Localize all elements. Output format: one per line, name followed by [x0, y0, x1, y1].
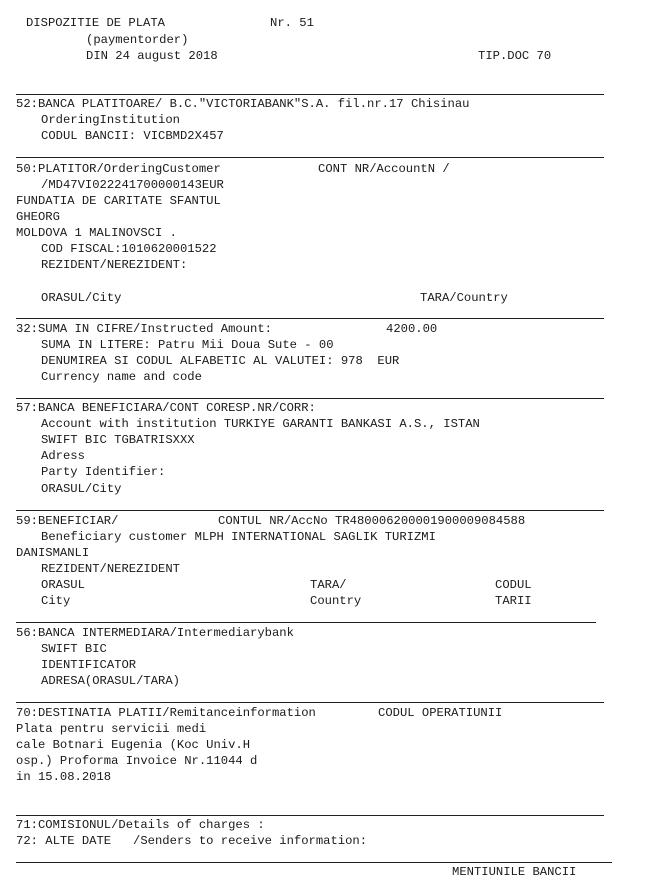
remittance-line-1: Plata pentru servicii medi	[16, 722, 207, 736]
charges-details: 71:COMISIONUL/Details of charges :	[16, 818, 265, 832]
ordering-institution-label: OrderingInstitution	[41, 113, 180, 127]
beneficiary-swift: SWIFT BIC TGBATRISXXX	[41, 433, 195, 447]
document-number: Nr. 51	[270, 16, 314, 30]
beneficiary-label: 59:BENEFICIAR/	[16, 514, 119, 528]
payer-account-label: CONT NR/AccountN /	[318, 162, 450, 176]
payer-city: ORASUL/City	[41, 291, 122, 305]
divider	[16, 702, 604, 703]
amount-in-words: SUMA IN LITERE: Patru Mii Doua Sute - 00	[41, 338, 334, 352]
payer-address: MOLDOVA 1 MALINOVSCI .	[16, 226, 177, 240]
divider	[16, 318, 604, 319]
payer-name-2: GHEORG	[16, 210, 60, 224]
remittance-line-3: osp.) Proforma Invoice Nr.11044 d	[16, 754, 258, 768]
currency-line: DENUMIREA SI CODUL ALFABETIC AL VALUTEI: 978 EUR	[41, 354, 400, 368]
intermediary-address: ADRESA(ORASUL/TARA)	[41, 674, 180, 688]
amount-label: 32:SUMA IN CIFRE/Instructed Amount:	[16, 322, 272, 336]
bank-notes-label: MENTIUNILE BANCII	[452, 865, 577, 879]
party-identifier: Party Identifier:	[41, 465, 166, 479]
payer-account: /MD47VI022241700000143EUR	[41, 178, 224, 192]
beneficiary-country-en: Country	[310, 594, 362, 608]
divider	[16, 510, 604, 511]
beneficiary-country-code-ro: CODUL	[495, 578, 532, 592]
operation-code-label: CODUL OPERATIUNII	[378, 706, 503, 720]
payer-label: 50:PLATITOR/OrderingCustomer	[16, 162, 221, 176]
beneficiary-city-ro: ORASUL	[41, 578, 85, 592]
intermediary-identifier: IDENTIFICATOR	[41, 658, 137, 672]
beneficiary-bank-city: ORASUL/City	[41, 482, 122, 496]
beneficiary-resident: REZIDENT/NEREZIDENT	[41, 562, 180, 576]
beneficiary-bank-address: Adress	[41, 449, 85, 463]
document-subtitle: (paymentorder)	[86, 33, 189, 47]
beneficiary-account: CONTUL NR/AccNo TR480006200001900009084588	[218, 514, 526, 528]
currency-label-en: Currency name and code	[41, 370, 202, 384]
remittance-label: 70:DESTINATIA PLATII/Remitanceinformation	[16, 706, 316, 720]
payer-name-1: FUNDATIA DE CARITATE SFANTUL	[16, 194, 221, 208]
ordering-bank-line: 52:BANCA PLATITOARE/ B.C."VICTORIABANK"S.A. fil.nr.17 Chisinau	[16, 97, 470, 111]
remittance-line-4: in 15.08.2018	[16, 770, 112, 784]
account-with-institution: Account with institution TURKIYE GARANTI BANKASI A.S., ISTAN	[41, 417, 480, 431]
document-type: TIP.DOC 70	[478, 49, 552, 63]
divider	[16, 94, 604, 95]
intermediary-bank-label: 56:BANCA INTERMEDIARA/Intermediarybank	[16, 626, 294, 640]
divider	[16, 398, 604, 399]
amount-value: 4200.00	[386, 322, 438, 336]
divider	[16, 862, 612, 863]
payer-fiscal-code: COD FISCAL:1010620001522	[41, 242, 217, 256]
bank-code: CODUL BANCII: VICBMD2X457	[41, 129, 224, 143]
divider	[16, 815, 604, 816]
divider	[16, 157, 604, 158]
payer-resident: REZIDENT/NEREZIDENT:	[41, 258, 188, 272]
beneficiary-country-ro: TARA/	[310, 578, 347, 592]
beneficiary-city-en: City	[41, 594, 71, 608]
beneficiary-country-code-en: TARII	[495, 594, 532, 608]
beneficiary-bank-label: 57:BANCA BENEFICIARA/CONT CORESP.NR/CORR:	[16, 401, 316, 415]
intermediary-swift: SWIFT BIC	[41, 642, 107, 656]
beneficiary-customer: Beneficiary customer MLPH INTERNATIONAL SAGLIK TURIZMI	[41, 530, 436, 544]
remittance-line-2: cale Botnari Eugenia (Koc Univ.H	[16, 738, 251, 752]
other-data: 72: ALTE DATE /Senders to receive information:	[16, 834, 368, 848]
payer-country: TARA/Country	[420, 291, 508, 305]
document-date: DIN 24 august 2018	[86, 49, 218, 63]
document-title: DISPOZITIE DE PLATA	[26, 16, 165, 30]
divider	[16, 622, 596, 623]
beneficiary-customer-cont: DANISMANLI	[16, 546, 90, 560]
